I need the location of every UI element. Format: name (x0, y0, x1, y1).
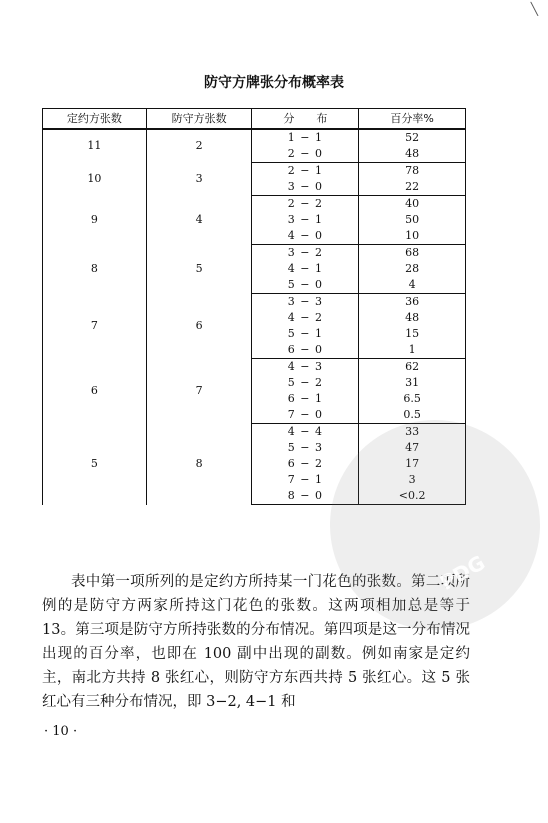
distribution-cell: 5 − 1 (252, 326, 359, 342)
distribution-cell: 8 − 0 (252, 488, 359, 505)
defense-count-cell: 5 (146, 245, 252, 294)
declarer-count-cell: 7 (43, 294, 147, 359)
distribution-cell: 3 − 0 (252, 179, 359, 196)
percentage-cell: 10 (359, 228, 466, 245)
distribution-cell: 4 − 1 (252, 261, 359, 277)
distribution-cell: 1 − 1 (252, 129, 359, 146)
defense-count-cell: 3 (146, 163, 252, 196)
defense-count-cell: 2 (146, 129, 252, 163)
distribution-cell: 5 − 3 (252, 440, 359, 456)
header-defense-cards: 防守方张数 (146, 109, 252, 130)
percentage-cell: 15 (359, 326, 466, 342)
body-paragraph: 表中第一项所列的是定约方所持某一门花色的张数。第二项所例的是防守方两家所持这门花色的张数。这两项相加总是等于 13。第三项是防守方所持张数的分布情况。第四项是这一分布情况出现的百分率，也即在 100 副中出现的副数。例如南家是定约主，南北方共持 8 张红心，则防守方东西共持 5 张红心。这 5 张红心有三种分布情况，即 3−2, 4−1 和 (42, 574, 470, 710)
declarer-count-cell: 6 (43, 359, 147, 424)
percentage-cell: 3 (359, 472, 466, 488)
distribution-cell: 6 − 2 (252, 456, 359, 472)
percentage-cell: 62 (359, 359, 466, 376)
table-row (43, 294, 466, 311)
distribution-cell: 4 − 3 (252, 359, 359, 376)
percentage-cell: 50 (359, 212, 466, 228)
percentage-cell: 52 (359, 129, 466, 146)
percentage-cell: 78 (359, 163, 466, 180)
percentage-cell: 48 (359, 146, 466, 163)
percentage-cell: 31 (359, 375, 466, 391)
header-declarer-cards: 定约方张数 (43, 109, 147, 130)
distribution-cell: 3 − 1 (252, 212, 359, 228)
percentage-cell: 33 (359, 424, 466, 441)
percentage-cell: 4 (359, 277, 466, 294)
percentage-cell: 28 (359, 261, 466, 277)
distribution-cell: 2 − 1 (252, 163, 359, 180)
table-row (43, 163, 466, 180)
declarer-count-cell: 5 (43, 424, 147, 505)
percentage-cell: 0.5 (359, 407, 466, 424)
distribution-cell: 3 − 2 (252, 245, 359, 262)
percentage-cell: 22 (359, 179, 466, 196)
percentage-cell: 1 (359, 342, 466, 359)
defense-count-cell: 6 (146, 294, 252, 359)
distribution-cell: 5 − 0 (252, 277, 359, 294)
table-title: 防守方牌张分布概率表 (204, 75, 344, 91)
distribution-cell: 4 − 0 (252, 228, 359, 245)
percentage-cell: 40 (359, 196, 466, 213)
watermark-label: PDG (435, 550, 490, 595)
declarer-count-cell: 11 (43, 129, 147, 163)
defense-count-cell: 7 (146, 359, 252, 424)
table-row (43, 196, 466, 213)
distribution-cell: 2 − 0 (252, 146, 359, 163)
table-row (43, 129, 466, 146)
header-percentage: 百分率% (359, 109, 466, 130)
distribution-cell: 7 − 1 (252, 472, 359, 488)
percentage-cell: 36 (359, 294, 466, 311)
distribution-cell: 2 − 2 (252, 196, 359, 213)
defense-count-cell: 4 (146, 196, 252, 245)
header-distribution: 分 布 (252, 109, 359, 130)
distribution-cell: 3 − 3 (252, 294, 359, 311)
distribution-cell: 4 − 2 (252, 310, 359, 326)
page-number: · 10 · (44, 724, 78, 739)
distribution-cell: 4 − 4 (252, 424, 359, 441)
table-header-row (43, 109, 466, 130)
table-row (43, 245, 466, 262)
defense-count-cell: 8 (146, 424, 252, 505)
table-row (43, 359, 466, 376)
corner-mark: ╲ (530, 2, 538, 16)
distribution-cell: 6 − 1 (252, 391, 359, 407)
distribution-cell: 7 − 0 (252, 407, 359, 424)
distribution-cell: 5 − 2 (252, 375, 359, 391)
declarer-count-cell: 9 (43, 196, 147, 245)
percentage-cell: 47 (359, 440, 466, 456)
percentage-cell: 48 (359, 310, 466, 326)
percentage-cell: 68 (359, 245, 466, 262)
declarer-count-cell: 10 (43, 163, 147, 196)
percentage-cell: 17 (359, 456, 466, 472)
percentage-cell: <0.2 (359, 488, 466, 505)
percentage-cell: 6.5 (359, 391, 466, 407)
declarer-count-cell: 8 (43, 245, 147, 294)
distribution-cell: 6 − 0 (252, 342, 359, 359)
